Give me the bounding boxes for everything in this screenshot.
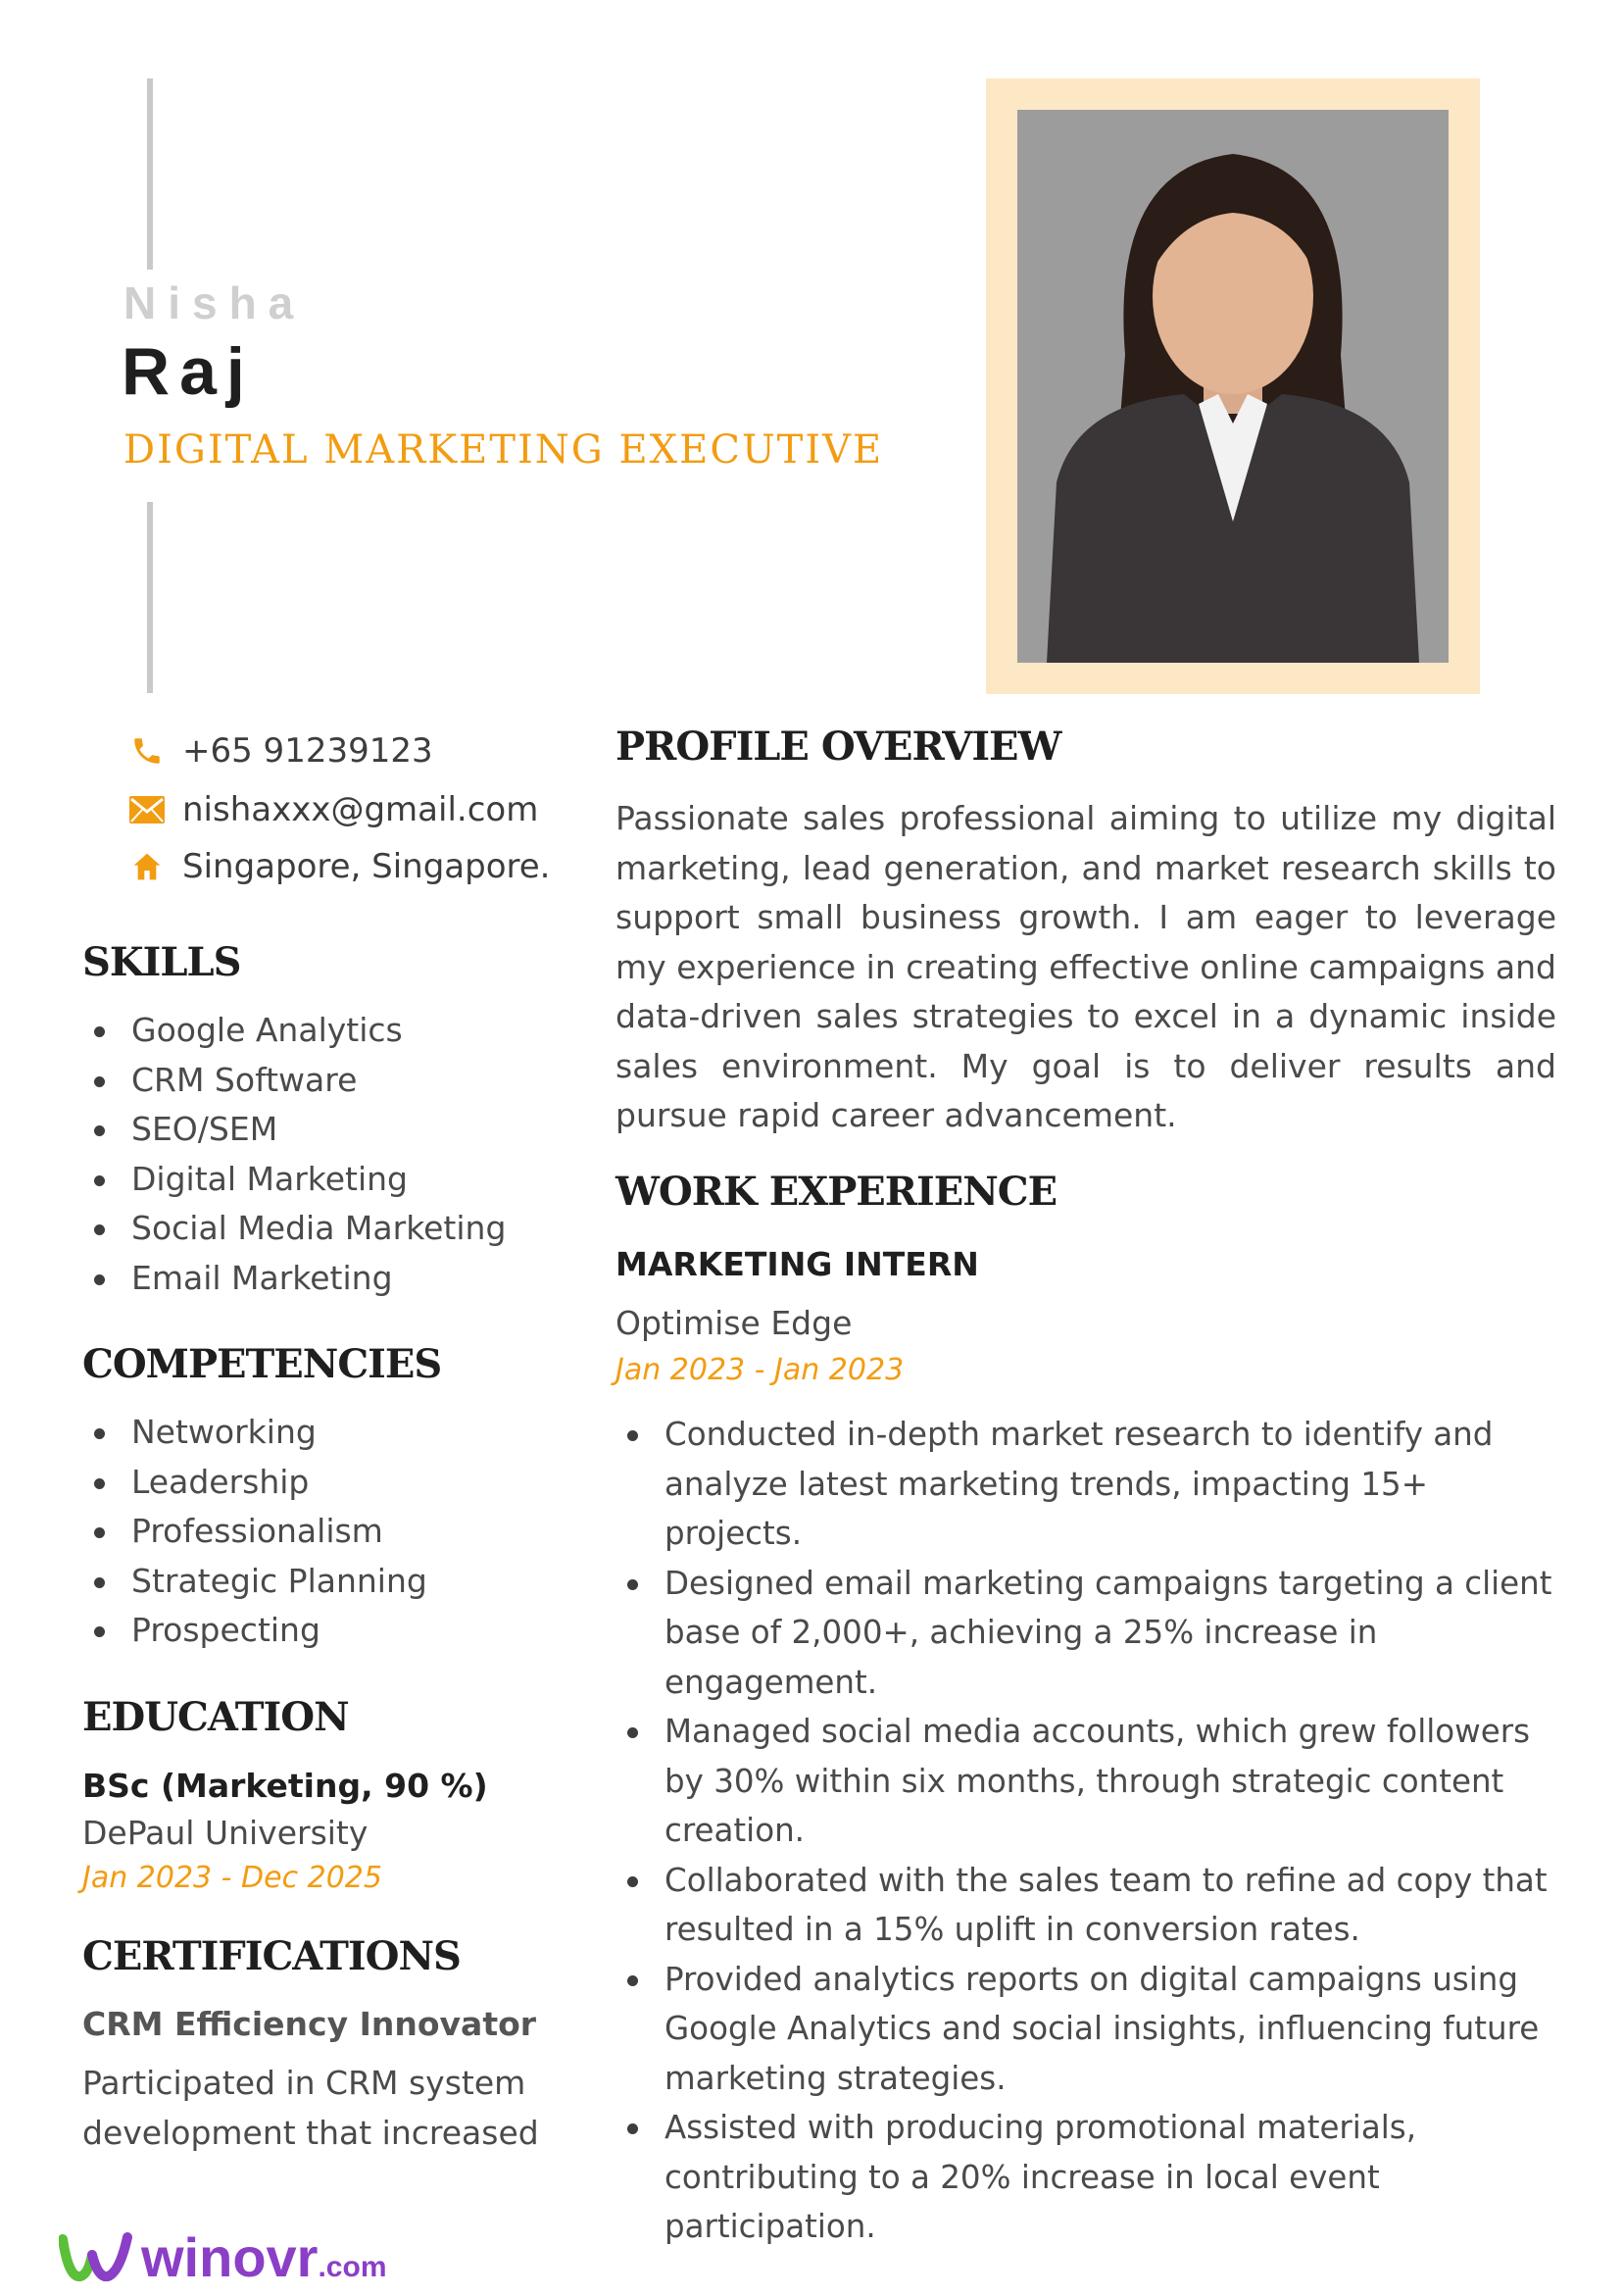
work-bullet: Collaborated with the sales team to refine ad copy that resulted in a 15% uplift in conversion rates. (615, 1856, 1556, 1955)
decorative-divider-top (147, 78, 153, 270)
skills-heading: SKILLS (82, 939, 241, 985)
competency-item: Strategic Planning (82, 1557, 427, 1607)
contact-email[interactable] (127, 790, 538, 829)
profile-photo-frame (986, 78, 1480, 694)
profile-heading: PROFILE OVERVIEW (615, 724, 1061, 770)
certifications-heading: CERTIFICATIONS (82, 1933, 461, 1979)
competency-item: Networking (82, 1408, 427, 1458)
job-title: DIGITAL MARKETING EXECUTIVE (123, 427, 884, 473)
first-name: Nisha (123, 277, 306, 328)
contact-location (127, 847, 550, 886)
phone-number: +65 91239123 (182, 731, 433, 771)
competency-item: Prospecting (82, 1606, 427, 1656)
job-company: Optimise Edge (615, 1304, 853, 1342)
job-dates: Jan 2023 - Jan 2023 (615, 1353, 905, 1387)
education-dates: Jan 2023 - Dec 2025 (82, 1861, 382, 1895)
work-bullet: Assisted with producing promotional materials, contributing to a 20% increase in local event participation. (615, 2103, 1556, 2252)
skill-item: SEO/SEM (82, 1105, 506, 1155)
skills-list (82, 1006, 506, 1303)
decorative-divider-bottom (147, 502, 153, 693)
envelope-icon (127, 790, 167, 829)
competencies-heading: COMPETENCIES (82, 1341, 442, 1387)
competency-item: Leadership (82, 1458, 427, 1508)
contact-phone[interactable] (127, 731, 433, 771)
work-bullet: Designed email marketing campaigns targeting a client base of 2,000+, achieving a 25% increase in engagement. (615, 1559, 1556, 1708)
work-bullet: Conducted in-depth market research to identify and analyze latest marketing trends, impacting 15+ projects. (615, 1410, 1556, 1559)
winovr-w-icon (59, 2231, 133, 2284)
logo-text: winovr (141, 2226, 319, 2288)
skill-item: Email Marketing (82, 1254, 506, 1304)
email-address: nishaxxx@gmail.com (182, 790, 539, 829)
location-text: Singapore, Singapore. (182, 847, 551, 886)
education-school: DePaul University (82, 1814, 369, 1852)
job-role: MARKETING INTERN (615, 1245, 979, 1283)
phone-icon (127, 731, 167, 771)
skill-item: CRM Software (82, 1056, 506, 1106)
work-heading: WORK EXPERIENCE (615, 1169, 1057, 1215)
last-name: Raj (122, 334, 255, 409)
work-bullet: Provided analytics reports on digital campaigns using Google Analytics and social insights, influencing future marketing strategies. (615, 1955, 1556, 2104)
education-degree: BSc (Marketing, 90 %) (82, 1767, 488, 1805)
education-heading: EDUCATION (82, 1694, 349, 1740)
winovr-logo[interactable] (59, 2225, 387, 2289)
skill-item: Digital Marketing (82, 1155, 506, 1205)
profile-photo (1017, 110, 1449, 663)
work-bullet: Managed social media accounts, which grew followers by 30% within six months, through strategic content creation. (615, 1707, 1556, 1856)
certification-name: CRM Efficiency Innovator (82, 2005, 537, 2043)
competencies-list (82, 1408, 427, 1656)
logo-tld: .com (318, 2251, 387, 2283)
profile-summary: Passionate sales professional aiming to utilize my digital marketing, lead generation, and market research skills to support small business growth. I am eager to leverage my experience in creating effective online campaigns and data-driven sales strategies to excel in a dynamic inside sales environment. My goal is to deliver results and pursue rapid career advancement. (615, 799, 1556, 1134)
competency-item: Professionalism (82, 1507, 427, 1557)
skill-item: Social Media Marketing (82, 1204, 506, 1254)
skill-item: Google Analytics (82, 1006, 506, 1056)
certification-description: Participated in CRM system development that increased (82, 2064, 539, 2152)
work-bullets (615, 1410, 1556, 2252)
home-icon (127, 847, 167, 886)
